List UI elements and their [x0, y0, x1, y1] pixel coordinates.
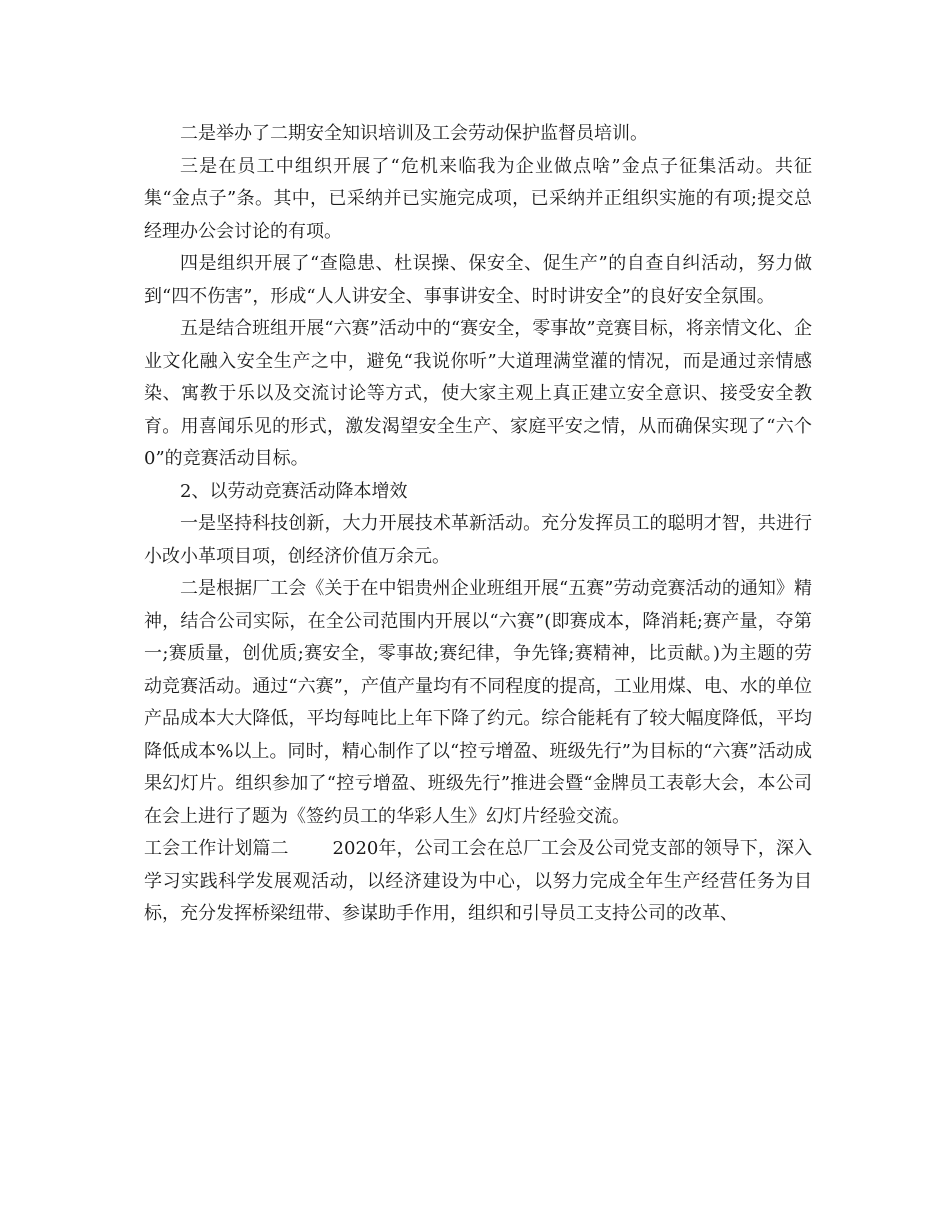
paragraph-training: 二是举办了二期安全知识培训及工会劳动保护监督员培训。 [180, 123, 648, 144]
paragraph-six-contests: 二是根据厂工会《关于在中铝贵州企业班组开展“五赛”劳动竞赛活动的通知》精神，结合公司实际，在全公司范围内开展以“六赛”(即赛成本，降消耗;赛产量，夺第一;赛质量，创优质;赛安全，零事故;赛纪律，争先锋;赛精神，比贡献。)为主题的劳动竞赛活动。通过“六赛”，产值产量均有不同程度的提高，工业用煤、电、水的单位产品成本大大降低，平均每吨比上年下降了约元。综合能耗有了较大幅度降低，平均降低成本%以上。同时，精心制作了以“控亏增盈、班级先行”为目标的“六赛”活动成果幻灯片。组织参加了“控亏增盈、班级先行”推进会暨“金牌员工表彰大会，本公司在会上进行了题为《签约员工的华彩人生》幻灯片经验交流。 [144, 578, 812, 827]
section-text: 2020年，公司工会在总厂工会及公司党支部的领导下，深入学习实践科学发展观活动，以经济建设为中心，以努力完成全年生产经营任务为目标，充分发挥桥梁纽带、参谋助手作用，组织和引导员工支持公司的改革、 [144, 838, 812, 924]
section-paragraph [144, 833, 812, 931]
paragraph-six-contests-safety: 五是结合班组开展“六赛”活动中的“赛安全，零事故”竞赛目标，将亲情文化、企业文化融入安全生产之中，避免“我说你听”大道理满堂灌的情况，而是通过亲情感染、寓教于乐以及交流讨论等方式，使大家主观上真正建立安全意识、接受安全教育。用喜闻乐见的形式，激发渴望安全生产、家庭平安之情，从而确保实现了“六个0”的竞赛活动目标。 [144, 318, 812, 469]
paragraph-innovation: 一是坚持科技创新，大力开展技术革新活动。充分发挥员工的聪明才智，共进行小改小革项目项，创经济价值万余元。 [144, 513, 812, 567]
subheading-labor-competition: 2、以劳动竞赛活动降本增效 [180, 480, 408, 502]
paragraph-self-inspection: 四是组织开展了“查隐患、杜误操、保安全、促生产”的自查自纠活动，努力做到“四不伤害”，形成“人人讲安全、事事讲安全、时时讲安全”的良好安全氛围。 [144, 253, 812, 307]
section-title: 工会工作计划篇二 [144, 838, 289, 859]
document-body [144, 118, 812, 931]
paragraph-golden-ideas: 三是在员工中组织开展了“危机来临我为企业做点啥”金点子征集活动。共征集“金点子”条。其中，已采纳并已实施完成项，已采纳并正组织实施的有项;提交总经理办公会讨论的有项。 [144, 155, 812, 242]
